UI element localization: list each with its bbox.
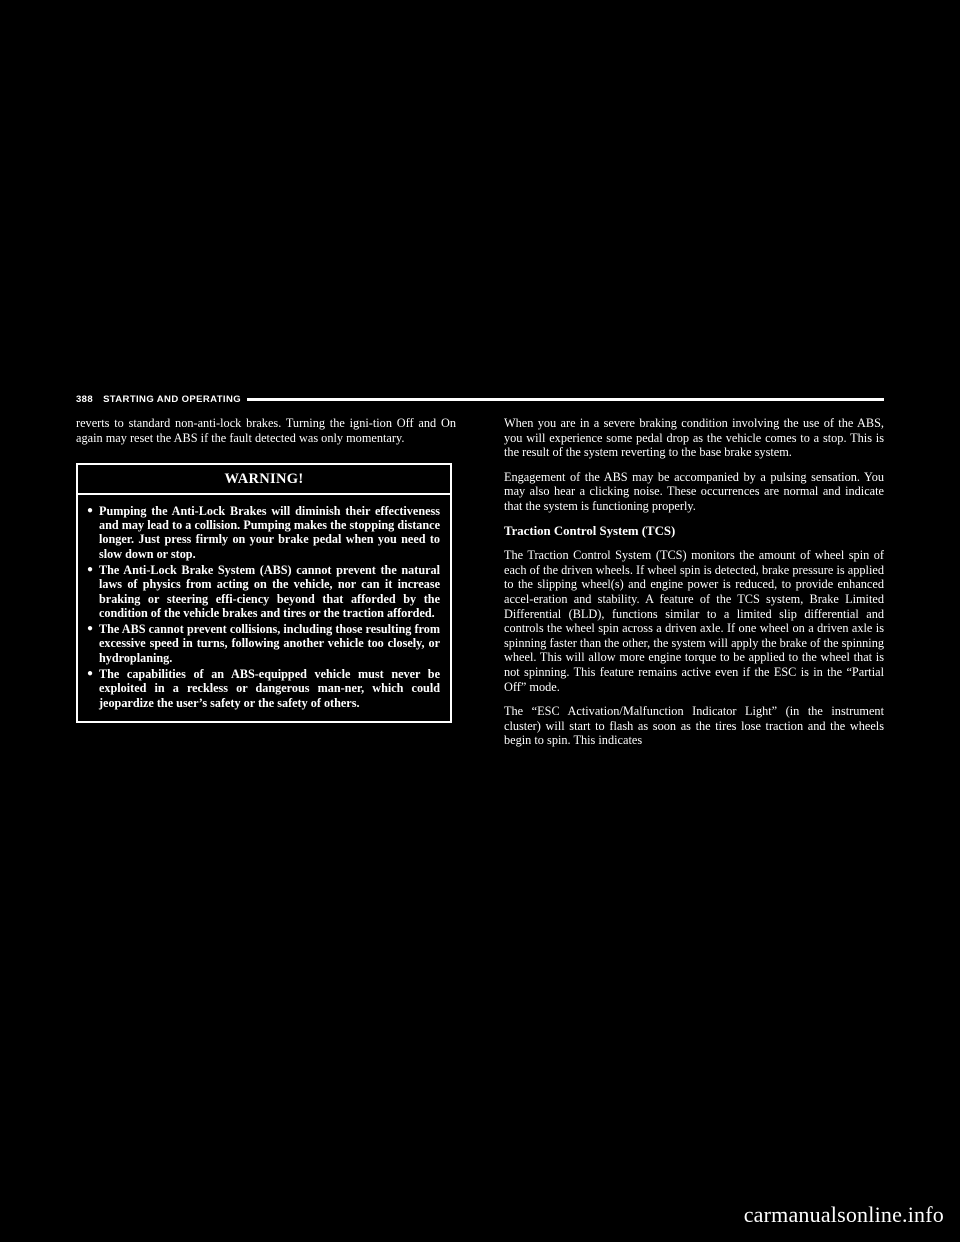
warning-list-item [86,622,440,665]
section-subheading: Traction Control System (TCS) [504,523,676,538]
warning-list-item [86,563,440,620]
warning-list [86,504,440,710]
warning-list-item [86,504,440,561]
section-title: STARTING AND OPERATING [103,394,241,405]
right-paragraph-1: When you are in a severe braking condition involving the use of the ABS, you will experience some pedal drop as the vehicle comes to a stop. This is the result of the system reverting to the base brake system. [504,416,884,460]
warning-item-text: The capabilities of an ABS-equipped vehicle must never be exploited in a reckless or dangerous man-ner, which could jeopardize the user’s safety or the safety of others. [99,667,440,710]
warning-item-text: The Anti-Lock Brake System (ABS) cannot prevent the natural laws of physics from acting on the vehicle, nor can it increase braking or steering effi-ciency beyond that afforded by the condition of the vehicle brakes and tires or the traction afforded. [99,562,440,620]
warning-item-text: Pumping the Anti-Lock Brakes will diminish their effectiveness and may lead to a collision. Pumping makes the stopping distance longer. Just press firmly on your brake pedal when you need to slow down or stop. [99,503,440,561]
page-header [76,392,884,408]
header-label [76,392,247,408]
page-number: 388 [76,394,94,405]
watermark: carmanualsonline.info [743,1202,944,1227]
warning-item-text: The ABS cannot prevent collisions, including those resulting from excessive speed in turns, following another vehicle too closely, or hydroplaning. [99,622,440,665]
right-paragraph-2: Engagement of the ABS may be accompanied by a pulsing sensation. You may also hear a clicking noise. These occurrences are normal and indicate that the system is functioning properly. [504,469,884,513]
warning-list-item [86,667,440,710]
bullet-icon: ● [87,504,94,516]
right-paragraph-3: The Traction Control System (TCS) monitors the amount of wheel spin of each of the driven wheels. If wheel spin is detected, brake pressure is applied to the slipping wheel(s) and engine power is reduced, to provide enhanced accel-eration and stability. A feature of the TCS system, Brake Limited Differential (BLD), functions similar to a limited slip differential and controls the wheel spin across a driven axle. If one wheel on a driven axle is spinning faster than the other, the system will apply the brake of the spinning wheel. This will allow more engine torque to be applied to the wheel that is not spinning. This feature remains active even if the ESC is in the “Partial Off” mode. [504,548,884,694]
bullet-icon: ● [87,668,94,680]
bullet-icon: ● [87,623,94,635]
right-column [504,416,884,748]
warning-box [76,463,452,723]
bullet-icon: ● [87,563,94,575]
left-paragraph-1: reverts to standard non-anti-lock brakes. Turning the igni-tion Off and On again may reset the ABS if the fault detected was only momentary. [76,416,456,445]
warning-body [78,495,450,721]
right-paragraph-4: The “ESC Activation/Malfunction Indicator Light” (in the instrument cluster) will start to flash as soon as the tires lose traction and the wheels begin to spin. This indicates [504,704,884,748]
left-column [76,416,456,723]
warning-title: WARNING! [78,465,450,495]
